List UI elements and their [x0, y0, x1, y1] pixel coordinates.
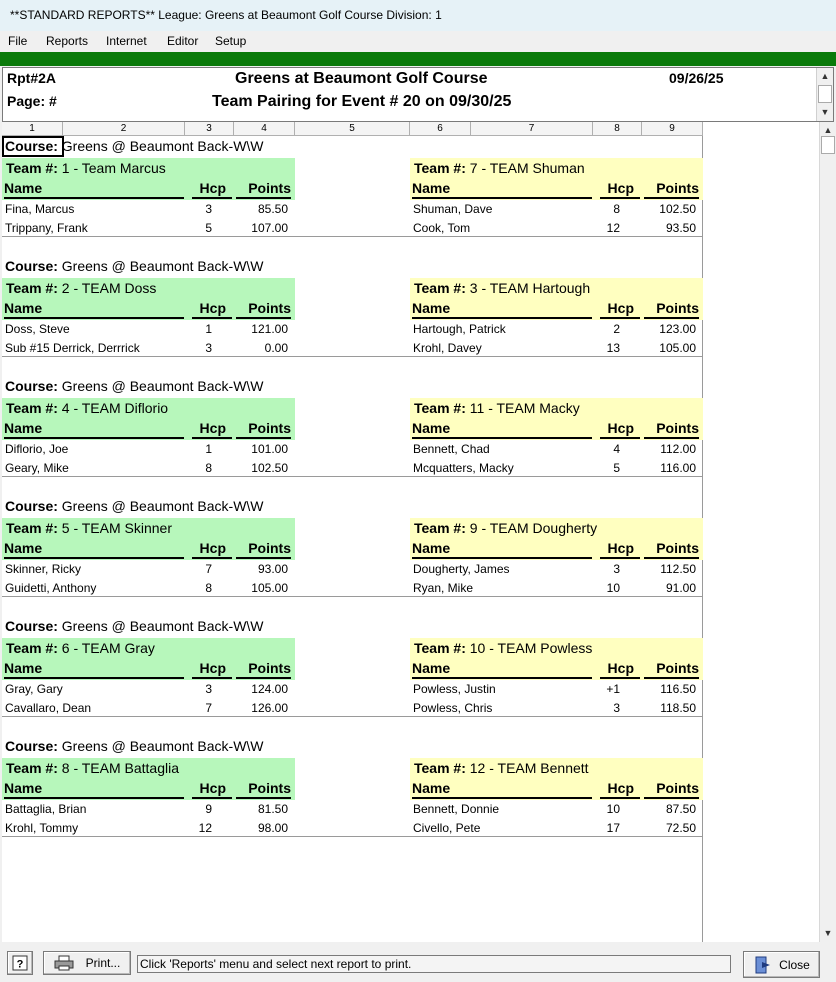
- team-title: [414, 160, 585, 176]
- points-header: Points: [644, 660, 699, 679]
- status-message: Click 'Reports' menu and select next report to print.: [137, 955, 731, 973]
- team-title: [6, 760, 179, 776]
- team-title: [6, 400, 168, 416]
- player-name: Hartough, Patrick: [413, 322, 506, 336]
- course-line: [5, 618, 264, 634]
- status-bar: [0, 942, 836, 982]
- column-number: 5: [295, 122, 410, 136]
- points-header: Points: [236, 180, 291, 199]
- team-name: 4 - TEAM Diflorio: [61, 400, 169, 416]
- player-hcp: 3: [613, 701, 620, 715]
- column-number: 9: [642, 122, 703, 136]
- team-name: 12 - TEAM Bennett: [469, 760, 589, 776]
- team-right: [410, 398, 703, 440]
- hcp-header: Hcp: [600, 540, 640, 559]
- pairing-block: [2, 616, 703, 736]
- player-name: Powless, Chris: [413, 701, 493, 715]
- player-hcp: 7: [205, 562, 212, 576]
- player-hcp: 3: [205, 202, 212, 216]
- course-line: [5, 378, 264, 394]
- player-name: Mcquatters, Macky: [413, 461, 514, 475]
- hcp-header: Hcp: [192, 420, 232, 439]
- player-hcp: 3: [613, 562, 620, 576]
- team-left: [2, 758, 295, 800]
- window-title: **STANDARD REPORTS** League: Greens at Beaumont Golf Course Division: 1: [0, 0, 836, 31]
- player-hcp: 8: [205, 461, 212, 475]
- pairing-block: [2, 136, 703, 256]
- points-header: Points: [644, 540, 699, 559]
- player-hcp: 9: [205, 802, 212, 816]
- pairing-block: [2, 256, 703, 376]
- player-name: Cook, Tom: [413, 221, 471, 235]
- team-name: 8 - TEAM Battaglia: [61, 760, 180, 776]
- team-name: 1 - Team Marcus: [61, 160, 166, 176]
- close-label: Close: [779, 957, 810, 972]
- team-left: [2, 638, 295, 680]
- door-exit-icon: [753, 956, 773, 974]
- player-points: 123.00: [659, 322, 696, 336]
- team-label: Team #:: [414, 160, 466, 176]
- player-points: 98.00: [257, 821, 288, 835]
- player-points: 93.00: [257, 562, 288, 576]
- scroll-up-icon[interactable]: ▲: [820, 71, 830, 81]
- player-points: 81.50: [257, 802, 288, 816]
- team-left: [2, 158, 295, 200]
- team-label: Team #:: [414, 640, 466, 656]
- course-name: Greens @ Beaumont Back-W\W: [61, 258, 264, 274]
- column-number: 2: [63, 122, 185, 136]
- scroll-down-icon[interactable]: ▼: [823, 928, 833, 938]
- points-header: Points: [644, 780, 699, 799]
- printer-icon: [54, 955, 74, 971]
- player-name: Diflorio, Joe: [5, 442, 69, 456]
- team-label: Team #:: [6, 640, 58, 656]
- team-name: 10 - TEAM Powless: [469, 640, 593, 656]
- points-header: Points: [236, 540, 291, 559]
- player-hcp: 1: [205, 322, 212, 336]
- team-label: Team #:: [414, 760, 466, 776]
- player-name: Geary, Mike: [5, 461, 69, 475]
- team-label: Team #:: [6, 760, 58, 776]
- player-hcp: 3: [205, 341, 212, 355]
- player-hcp: 10: [606, 802, 620, 816]
- player-hcp: 5: [613, 461, 620, 475]
- course-name: Greens @ Beaumont Back-W\W: [61, 618, 264, 634]
- player-points: 91.00: [665, 581, 696, 595]
- team-title: [414, 280, 590, 296]
- player-points: 112.00: [660, 442, 696, 456]
- column-number: 4: [234, 122, 295, 136]
- team-label: Team #:: [6, 160, 58, 176]
- hcp-header: Hcp: [192, 180, 232, 199]
- points-header: Points: [236, 660, 291, 679]
- menu-reports[interactable]: Reports: [46, 34, 89, 48]
- player-points: 116.50: [660, 682, 696, 696]
- course-name: Greens @ Beaumont Back-W\W: [61, 138, 264, 154]
- team-left: [2, 398, 295, 440]
- block-divider: [2, 236, 703, 237]
- team-right: [410, 518, 703, 560]
- menu-file[interactable]: File: [8, 34, 28, 48]
- player-name: Bennett, Chad: [413, 442, 490, 456]
- points-header: Points: [236, 420, 291, 439]
- name-header: Name: [4, 660, 184, 679]
- player-hcp: 12: [606, 221, 620, 235]
- player-name: Civello, Pete: [413, 821, 481, 835]
- team-name: 2 - TEAM Doss: [61, 280, 157, 296]
- column-number: 3: [185, 122, 234, 136]
- team-right: [410, 638, 703, 680]
- team-name: 3 - TEAM Hartough: [469, 280, 591, 296]
- page-number: Page: #: [7, 93, 57, 109]
- menu-bar: [0, 31, 836, 51]
- report-scrollbar[interactable]: [819, 122, 836, 942]
- team-label: Team #:: [414, 400, 466, 416]
- team-title: [414, 640, 592, 656]
- block-divider: [2, 596, 703, 597]
- block-divider: [2, 356, 703, 357]
- name-header: Name: [4, 780, 184, 799]
- course-label: Course:: [5, 618, 58, 634]
- report-title: Greens at Beaumont Golf Course: [235, 70, 488, 87]
- scroll-thumb[interactable]: [821, 136, 835, 154]
- player-points: 102.50: [251, 461, 288, 475]
- player-points: 85.50: [257, 202, 288, 216]
- player-points: 121.00: [251, 322, 288, 336]
- print-button[interactable]: [43, 951, 131, 975]
- course-label: Course:: [5, 258, 58, 274]
- player-name: Gray, Gary: [5, 682, 63, 696]
- help-button[interactable]: [7, 951, 33, 975]
- team-right: [410, 158, 703, 200]
- team-title: [6, 520, 172, 536]
- report-header: [2, 67, 834, 122]
- report-date: 09/26/25: [669, 70, 724, 86]
- player-hcp: 13: [606, 341, 620, 355]
- pairing-block: [2, 496, 703, 616]
- block-divider: [2, 716, 703, 717]
- player-hcp: 17: [606, 821, 620, 835]
- menu-editor[interactable]: Editor: [167, 34, 199, 48]
- player-hcp: 3: [205, 682, 212, 696]
- player-hcp: 10: [606, 581, 620, 595]
- team-label: Team #:: [414, 280, 466, 296]
- player-name: Fina, Marcus: [5, 202, 75, 216]
- player-hcp: 2: [613, 322, 620, 336]
- player-points: 87.50: [665, 802, 696, 816]
- player-name: Guidetti, Anthony: [5, 581, 97, 595]
- close-button[interactable]: [743, 951, 820, 978]
- name-header: Name: [412, 420, 592, 439]
- player-name: Dougherty, James: [413, 562, 510, 576]
- pairing-block: [2, 376, 703, 496]
- name-header: Name: [412, 300, 592, 319]
- team-name: 9 - TEAM Dougherty: [469, 520, 598, 536]
- team-name: 7 - TEAM Shuman: [469, 160, 585, 176]
- team-right: [410, 758, 703, 800]
- name-header: Name: [4, 420, 184, 439]
- scroll-down-icon[interactable]: ▼: [820, 107, 830, 117]
- help-icon: [12, 955, 28, 971]
- player-hcp: 4: [613, 442, 620, 456]
- column-number: 8: [593, 122, 642, 136]
- report-body: [2, 136, 703, 942]
- hcp-header: Hcp: [600, 780, 640, 799]
- hcp-header: Hcp: [192, 780, 232, 799]
- hcp-header: Hcp: [600, 300, 640, 319]
- points-header: Points: [644, 420, 699, 439]
- course-name: Greens @ Beaumont Back-W\W: [61, 378, 264, 394]
- team-left: [2, 278, 295, 320]
- player-hcp: 8: [205, 581, 212, 595]
- pairing-block: [2, 736, 703, 856]
- team-title: [414, 400, 580, 416]
- course-line: [5, 738, 264, 754]
- name-header: Name: [412, 660, 592, 679]
- hcp-header: Hcp: [600, 660, 640, 679]
- player-name: Battaglia, Brian: [5, 802, 87, 816]
- team-label: Team #:: [6, 400, 58, 416]
- player-points: 107.00: [251, 221, 288, 235]
- course-label: Course:: [5, 378, 58, 394]
- report-number: Rpt#2A: [7, 70, 57, 86]
- player-name: Cavallaro, Dean: [5, 701, 92, 715]
- block-divider: [2, 476, 703, 477]
- name-header: Name: [4, 300, 184, 319]
- team-right: [410, 278, 703, 320]
- player-points: 105.00: [659, 341, 696, 355]
- course-line: [5, 138, 264, 154]
- course-name: Greens @ Beaumont Back-W\W: [61, 738, 264, 754]
- player-points: 116.00: [660, 461, 696, 475]
- svg-text:?: ?: [16, 958, 24, 971]
- hcp-header: Hcp: [600, 180, 640, 199]
- team-name: 5 - TEAM Skinner: [61, 520, 172, 536]
- player-points: 0.00: [264, 341, 288, 355]
- player-hcp: 8: [613, 202, 620, 216]
- name-header: Name: [412, 180, 592, 199]
- name-header: Name: [4, 180, 184, 199]
- player-name: Powless, Justin: [413, 682, 496, 696]
- points-header: Points: [644, 300, 699, 319]
- player-name: Trippany, Frank: [5, 221, 88, 235]
- player-name: Bennett, Donnie: [413, 802, 500, 816]
- course-line: [5, 258, 264, 274]
- scroll-thumb[interactable]: [818, 85, 832, 103]
- hcp-header: Hcp: [192, 300, 232, 319]
- player-points: 112.50: [660, 562, 696, 576]
- team-title: [6, 160, 166, 176]
- player-name: Ryan, Mike: [413, 581, 474, 595]
- team-title: [6, 640, 155, 656]
- points-header: Points: [236, 300, 291, 319]
- hcp-header: Hcp: [600, 420, 640, 439]
- course-label: Course:: [5, 498, 58, 514]
- name-header: Name: [412, 780, 592, 799]
- course-label: Course:: [5, 138, 58, 154]
- player-points: 93.50: [665, 221, 696, 235]
- course-name: Greens @ Beaumont Back-W\W: [61, 498, 264, 514]
- player-points: 102.50: [659, 202, 696, 216]
- name-header: Name: [4, 540, 184, 559]
- column-number: 6: [410, 122, 471, 136]
- course-label: Course:: [5, 738, 58, 754]
- player-points: 118.50: [660, 701, 696, 715]
- player-name: Krohl, Tommy: [5, 821, 79, 835]
- player-name: Krohl, Davey: [413, 341, 482, 355]
- block-divider: [2, 836, 703, 837]
- player-points: 105.00: [251, 581, 288, 595]
- accent-bar: [0, 52, 836, 66]
- team-title: [414, 760, 589, 776]
- column-number: 7: [471, 122, 593, 136]
- player-hcp: 12: [198, 821, 212, 835]
- report-subtitle: Team Pairing for Event # 20 on 09/30/25: [212, 93, 512, 110]
- player-name: Shuman, Dave: [413, 202, 493, 216]
- points-header: Points: [236, 780, 291, 799]
- course-line: [5, 498, 264, 514]
- scroll-up-icon[interactable]: ▲: [823, 125, 833, 135]
- player-points: 124.00: [251, 682, 288, 696]
- column-header: [2, 122, 703, 136]
- player-hcp: +1: [606, 682, 620, 696]
- header-scrollbar[interactable]: [816, 68, 833, 121]
- team-title: [6, 280, 156, 296]
- print-label: Print...: [85, 956, 121, 970]
- team-label: Team #:: [6, 280, 58, 296]
- player-points: 72.50: [665, 821, 696, 835]
- report-empty-area: [703, 122, 819, 942]
- player-points: 126.00: [251, 701, 288, 715]
- menu-internet[interactable]: Internet: [106, 34, 147, 48]
- player-name: Doss, Steve: [5, 322, 70, 336]
- player-points: 101.00: [251, 442, 288, 456]
- menu-setup[interactable]: Setup: [215, 34, 247, 48]
- points-header: Points: [644, 180, 699, 199]
- team-left: [2, 518, 295, 560]
- hcp-header: Hcp: [192, 660, 232, 679]
- name-header: Name: [412, 540, 592, 559]
- team-title: [414, 520, 597, 536]
- team-name: 11 - TEAM Macky: [469, 400, 580, 416]
- player-name: Sub #15 Derrick, Derrrick: [5, 341, 140, 355]
- team-label: Team #:: [414, 520, 466, 536]
- hcp-header: Hcp: [192, 540, 232, 559]
- player-hcp: 5: [205, 221, 212, 235]
- team-name: 6 - TEAM Gray: [61, 640, 155, 656]
- column-number: 1: [2, 122, 63, 136]
- team-label: Team #:: [6, 520, 58, 536]
- player-hcp: 7: [205, 701, 212, 715]
- player-name: Skinner, Ricky: [5, 562, 82, 576]
- player-hcp: 1: [205, 442, 212, 456]
